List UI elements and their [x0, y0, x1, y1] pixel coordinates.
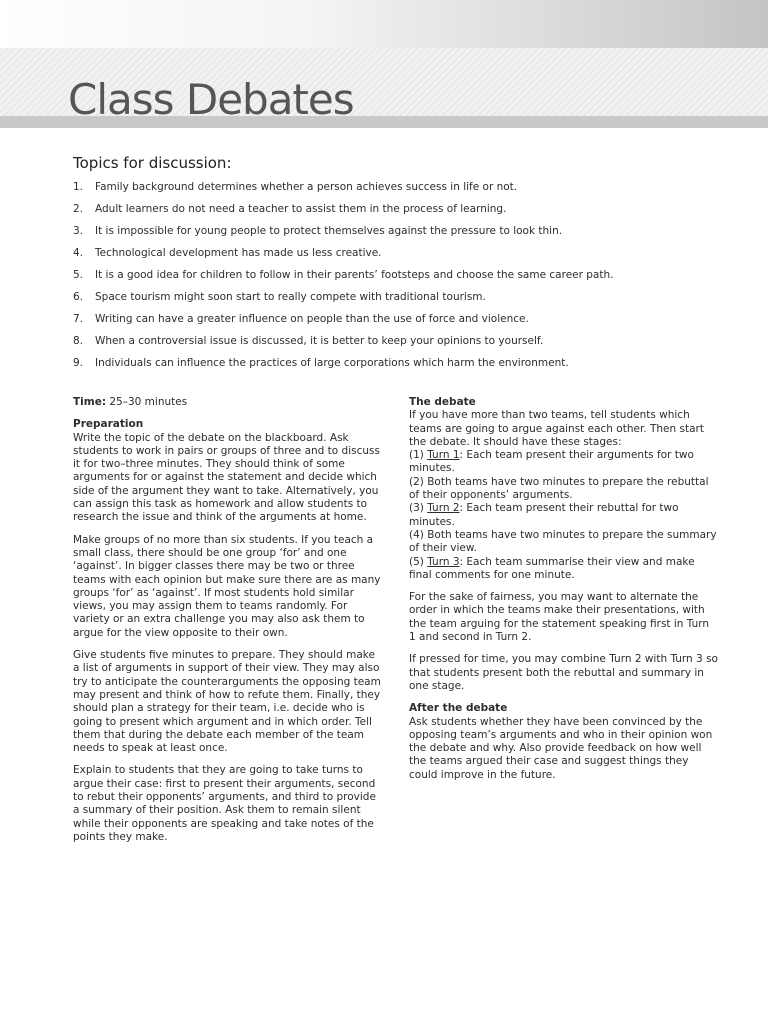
- topic-text: Space tourism might soon start to really compete with traditional tourism.: [95, 291, 486, 303]
- stage-item: [409, 556, 719, 583]
- topic-text: Adult learners do not need a teacher to assist them in the process of learning.: [95, 203, 507, 215]
- topic-item: [73, 266, 733, 288]
- stage-item: [409, 476, 719, 503]
- topic-text: It is impossible for young people to protect themselves against the pressure to look thin.: [95, 225, 563, 237]
- stage-item: [409, 449, 719, 476]
- stage-turn: Turn 1: [427, 449, 460, 462]
- topic-item: [73, 200, 733, 222]
- after-debate-heading: After the debate: [409, 702, 508, 715]
- stage-text: : Each team present their arguments for two minutes.: [409, 449, 694, 475]
- topic-text: Technological development has made us less creative.: [95, 247, 382, 259]
- debate-intro: If you have more than two teams, tell students which teams are going to argue against each other. Then start the debate. It should have these stages:: [409, 409, 704, 448]
- topic-number: 8.: [73, 335, 84, 347]
- topic-number: 6.: [73, 291, 84, 303]
- stage-prefix: (1): [409, 449, 428, 462]
- page-title: Class Debates: [68, 75, 354, 124]
- topic-number: 2.: [73, 203, 84, 215]
- topic-number: 3.: [73, 225, 84, 237]
- stage-item: [409, 502, 719, 529]
- topic-number: 7.: [73, 313, 84, 325]
- time-line: [73, 396, 383, 409]
- stage-turn: Turn 3: [427, 555, 460, 568]
- preparation-paragraph: Explain to students that they are going to take turns to argue their case: first to present their arguments, second to rebut their opponents’ arguments, and third to provide a summary of their position. Ask them to remain silent while their opponents are speaking and take notes of the points they make.: [73, 764, 376, 843]
- time-label: Time:: [73, 396, 107, 408]
- preparation-heading: Preparation: [73, 418, 144, 431]
- topic-item: [73, 288, 733, 310]
- topic-text: Writing can have a greater influence on people than the use of force and violence.: [95, 313, 529, 325]
- after-debate-paragraph: Ask students whether they have been convinced by the opposing team’s arguments and who in their opinion won the debate and why. Also provide feedback on how well the teams argued their case and suggest things they could improve in the future.: [409, 715, 713, 781]
- stage-text: (4) Both teams have two minutes to prepare the summary of their view.: [409, 528, 717, 555]
- debate-stages: [409, 409, 719, 582]
- topic-text: When a controversial issue is discussed, it is better to keep your opinions to yourself.: [95, 335, 544, 347]
- topics-heading: Topics for discussion:: [73, 154, 232, 172]
- topic-text: It is a good idea for children to follow in their parents’ footsteps and choose the same career path.: [95, 269, 614, 281]
- stage-text: (2) Both teams have two minutes to prepare the rebuttal of their opponents’ arguments.: [409, 475, 709, 502]
- topic-item: [73, 354, 733, 376]
- preparation-paragraph: Give students five minutes to prepare. They should make a list of arguments in support of their view. They may also try to anticipate the counterarguments the opposing team may present and think of how to refute them. Finally, they should plan a strategy for their team, i.e. decide who is going to present which argument and in which order. Tell them that during the debate each member of the team needs to speak at least once.: [73, 649, 381, 755]
- topics-list: [73, 178, 733, 376]
- topic-item: [73, 222, 733, 244]
- left-column: [73, 396, 383, 853]
- topic-text: Individuals can influence the practices of large corporations which harm the environment.: [95, 357, 569, 369]
- time-value: 25–30 minutes: [106, 396, 188, 408]
- topic-number: 1.: [73, 181, 84, 193]
- topic-item: [73, 178, 733, 200]
- topic-item: [73, 244, 733, 266]
- topic-item: [73, 310, 733, 332]
- stage-text: : Each team summarise their view and make final comments for one minute.: [409, 555, 695, 581]
- fairness-paragraph: For the sake of fairness, you may want to alternate the order in which the teams make their presentations, with the team arguing for the statement speaking first in Turn 1 and second in Turn 2.: [409, 591, 710, 644]
- preparation-paragraph: Make groups of no more than six students. If you teach a small class, there should be one group ‘for’ and one ‘against’. In bigger classes there may be two or three teams with each opinion but make sure there are as many groups ‘for’ as ‘against’. If most students hold similar views, you may assign them to teams randomly. For variety or an extra challenge you may also ask them to argue for the view opposite to their own.: [73, 533, 381, 639]
- topic-text: Family background determines whether a person achieves success in life or not.: [95, 181, 518, 193]
- preparation-paragraph: Write the topic of the debate on the blackboard. Ask students to work in pairs or groups of three and to discuss it for two–three minutes. They should think of some arguments for or against the statement and decide which side of the argument they want to take. Alternatively, you can assign this task as homework and allow students to research the issue and think of the arguments at home.: [73, 431, 380, 524]
- topic-number: 5.: [73, 269, 84, 281]
- topic-number: 4.: [73, 247, 84, 259]
- stage-turn: Turn 2: [427, 502, 460, 515]
- stage-item: [409, 529, 719, 556]
- topic-item: [73, 332, 733, 354]
- pressed-paragraph: If pressed for time, you may combine Turn 2 with Turn 3 so that students present both the rebuttal and summary in one stage.: [409, 653, 718, 692]
- debate-heading: The debate: [409, 396, 476, 408]
- stage-prefix: (5): [409, 555, 428, 568]
- stage-prefix: (3): [409, 502, 428, 515]
- topic-number: 9.: [73, 357, 84, 369]
- right-column: [409, 396, 719, 791]
- stage-text: : Each team present their rebuttal for two minutes.: [409, 502, 679, 528]
